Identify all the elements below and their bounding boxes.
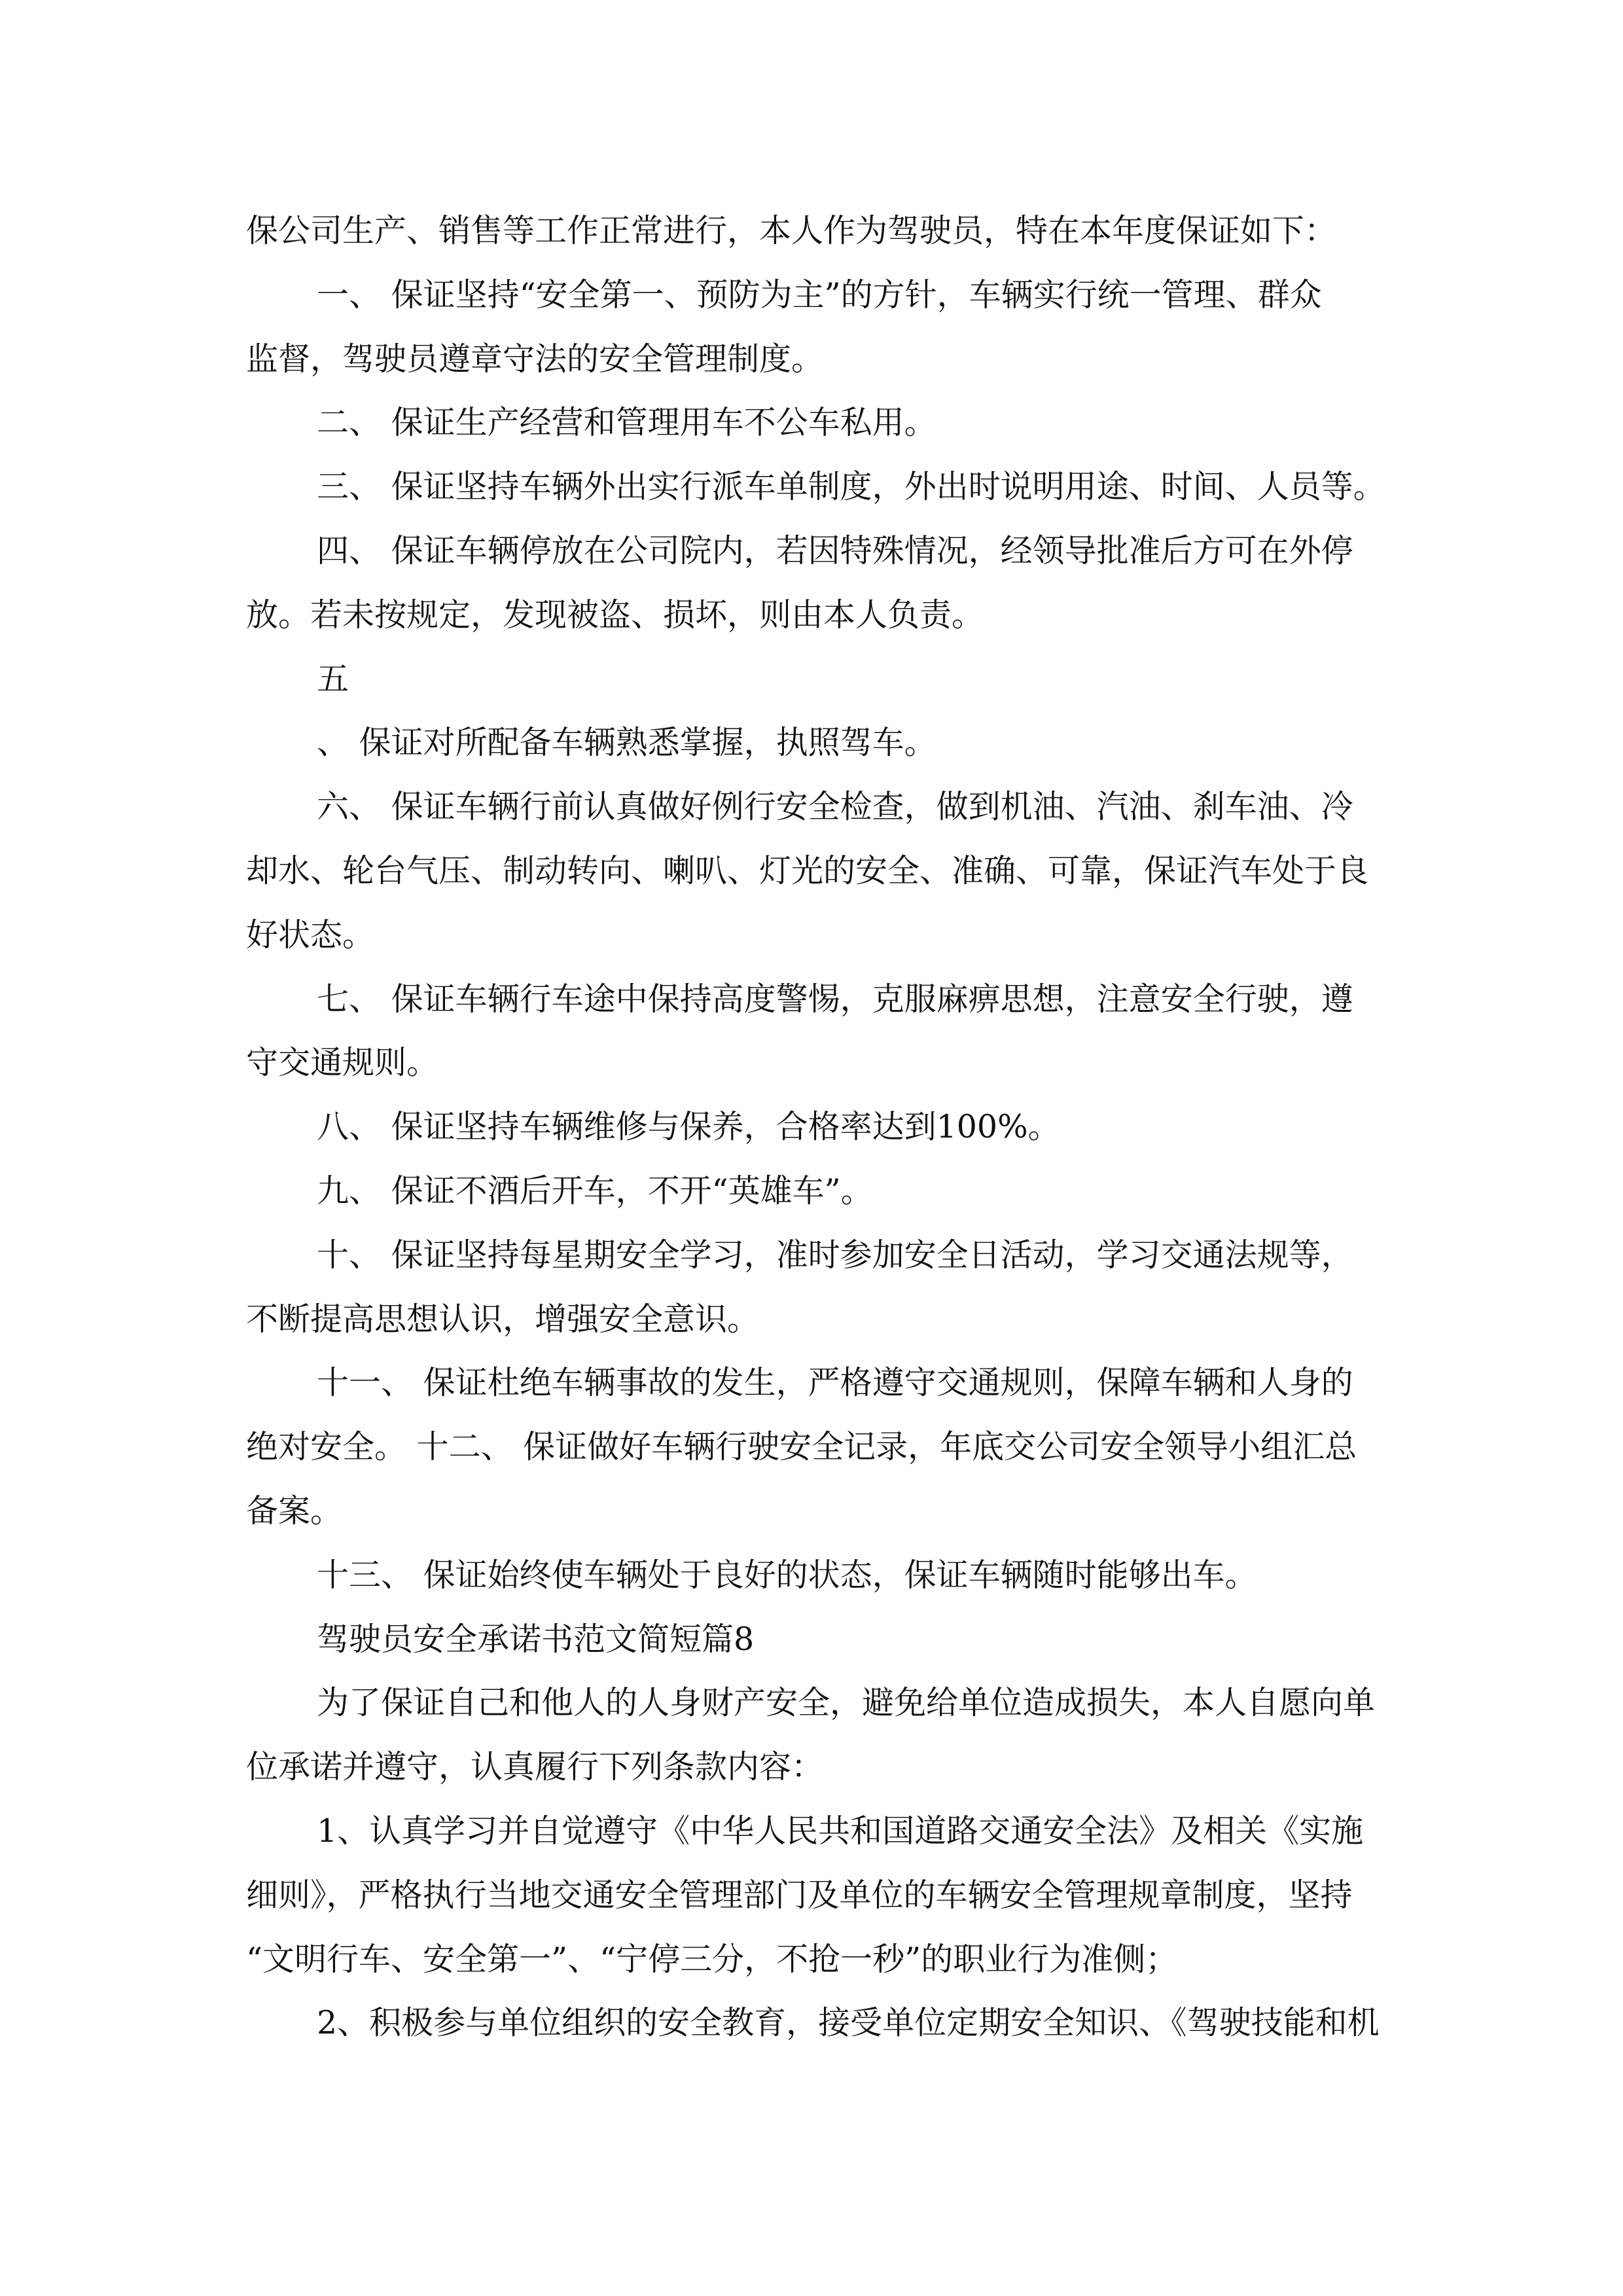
text-line: 放。若未按规定，发现被盗、损坏，则由本人负责。: [246, 596, 984, 634]
text-line: 四、 保证车辆停放在公司院内，若因特殊情况，经领导批准后方可在外停: [317, 531, 1353, 569]
text-line: 十、 保证坚持每星期安全学习，准时参加安全日活动，学习交通法规等，: [317, 1236, 1353, 1274]
text-line: 不断提高思想认识，增强安全意识。: [246, 1300, 760, 1338]
text-line: “文明行车、安全第一”、“宁停三分，不抢一秒”的职业行为准侧；: [246, 1940, 1178, 1978]
document-body: [246, 199, 1398, 2055]
text-line: 驾驶员安全承诺书范文简短篇8: [317, 1620, 755, 1658]
text-line: 为了保证自己和他人的人身财产安全，避免给单位造成损失，本人自愿向单: [317, 1684, 1376, 1722]
text-line: 守交通规则。: [246, 1044, 439, 1082]
text-line: 位承诺并遵守，认真履行下列条款内容：: [246, 1748, 824, 1786]
text-line: 十三、 保证始终使车辆处于良好的状态，保证车辆随时能够出车。: [317, 1556, 1257, 1594]
text-line: 一、 保证坚持“安全第一、预防为主”的方针，车辆实行统一管理、群众: [317, 276, 1322, 314]
text-line: 细则》，严格执行当地交通安全管理部门及单位的车辆安全管理规章制度，坚持: [246, 1876, 1353, 1914]
text-line: 、 保证对所配备车辆熟悉掌握，执照驾车。: [317, 724, 936, 762]
text-line: 好状态。: [246, 916, 375, 954]
text-line: 十一、 保证杜绝车辆事故的发生，严格遵守交通规则，保障车辆和人身的: [317, 1364, 1353, 1402]
text-line: 备案。: [246, 1492, 343, 1530]
text-line: 八、 保证坚持车辆维修与保养，合格率达到100%。: [317, 1108, 1060, 1146]
text-line: 1、认真学习并自觉遵守《中华人民共和国道路交通安全法》及相关《实施: [317, 1812, 1364, 1850]
text-line: 六、 保证车辆行前认真做好例行安全检查，做到机油、汽油、刹车油、冷: [317, 788, 1353, 826]
text-line: 七、 保证车辆行车途中保持高度警惕，克服麻痹思想，注意安全行驶，遵: [317, 980, 1353, 1018]
text-line: 二、 保证生产经营和管理用车不公车私用。: [317, 404, 936, 442]
text-line: 三、 保证坚持车辆外出实行派车单制度，外出时说明用途、时间、人员等。: [317, 468, 1385, 506]
text-line: 监督，驾驶员遵章守法的安全管理制度。: [246, 340, 824, 378]
text-line: 九、 保证不酒后开车，不开“英雄车”。: [317, 1172, 873, 1210]
text-line: 却水、轮台气压、制动转向、喇叭、灯光的安全、准确、可靠，保证汽车处于良: [246, 852, 1369, 889]
text-line: 五: [317, 660, 349, 698]
text-line: 绝对安全。 十二、 保证做好车辆行驶安全记录，年底交公司安全领导小组汇总: [246, 1428, 1357, 1466]
text-line: 保公司生产、销售等工作正常进行，本人作为驾驶员，特在本年度保证如下：: [246, 212, 1337, 249]
text-line: 2、积极参与单位组织的安全教育，接受单位定期安全知识、《驾驶技能和机: [317, 2004, 1380, 2042]
